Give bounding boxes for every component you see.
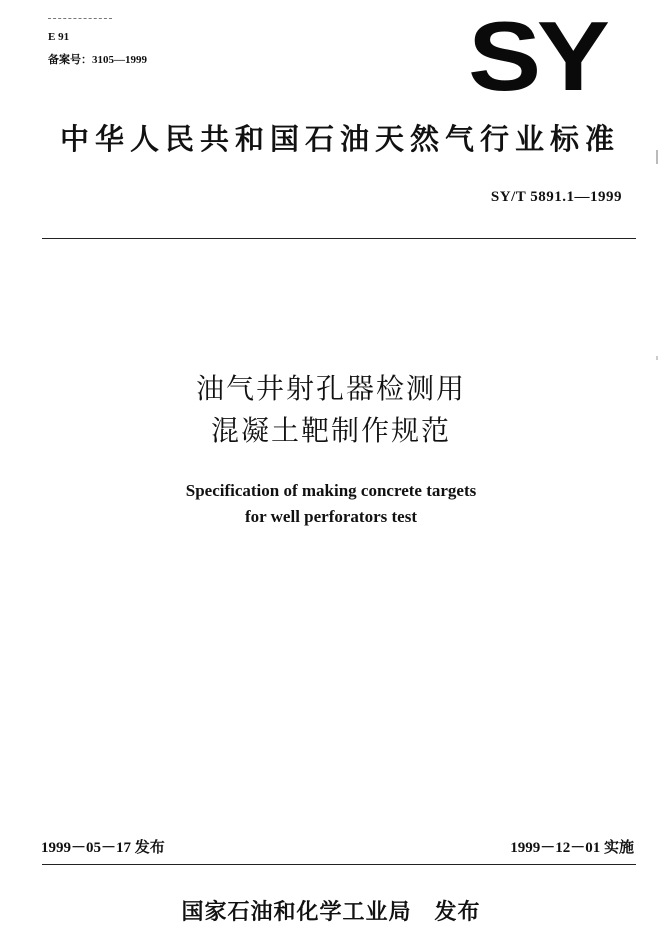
top-divider [48,18,112,19]
title-en-line-2: for well perforators test [245,507,417,526]
scan-edge-mark [656,356,658,360]
title-cn-line-2: 混凝土靶制作规范 [210,414,451,447]
title-en-line-1: Specification of making concrete targets [185,481,477,500]
title-cn-line-1: 油气井射孔器检测用 [195,372,466,405]
document-title-chinese [0,368,662,452]
top-rule [42,238,636,239]
classification-code: E 91 [48,31,70,43]
document-title-english [0,478,662,530]
issue-date: 1999－05－17 发布 [41,840,165,856]
publisher: 国家石油和化学工业局 发布 [181,900,481,925]
standard-number: SY/T 5891.1—1999 [490,189,622,205]
sy-logo: SY [468,1,606,111]
scan-edge-mark [656,150,658,164]
bottom-rule [42,864,636,865]
implementation-date: 1999－12－01 实施 [510,840,634,856]
record-number: 备案号：3105—1999 [48,54,147,66]
standard-type-title: 中华人民共和国石油天然气行业标准 [60,122,621,156]
